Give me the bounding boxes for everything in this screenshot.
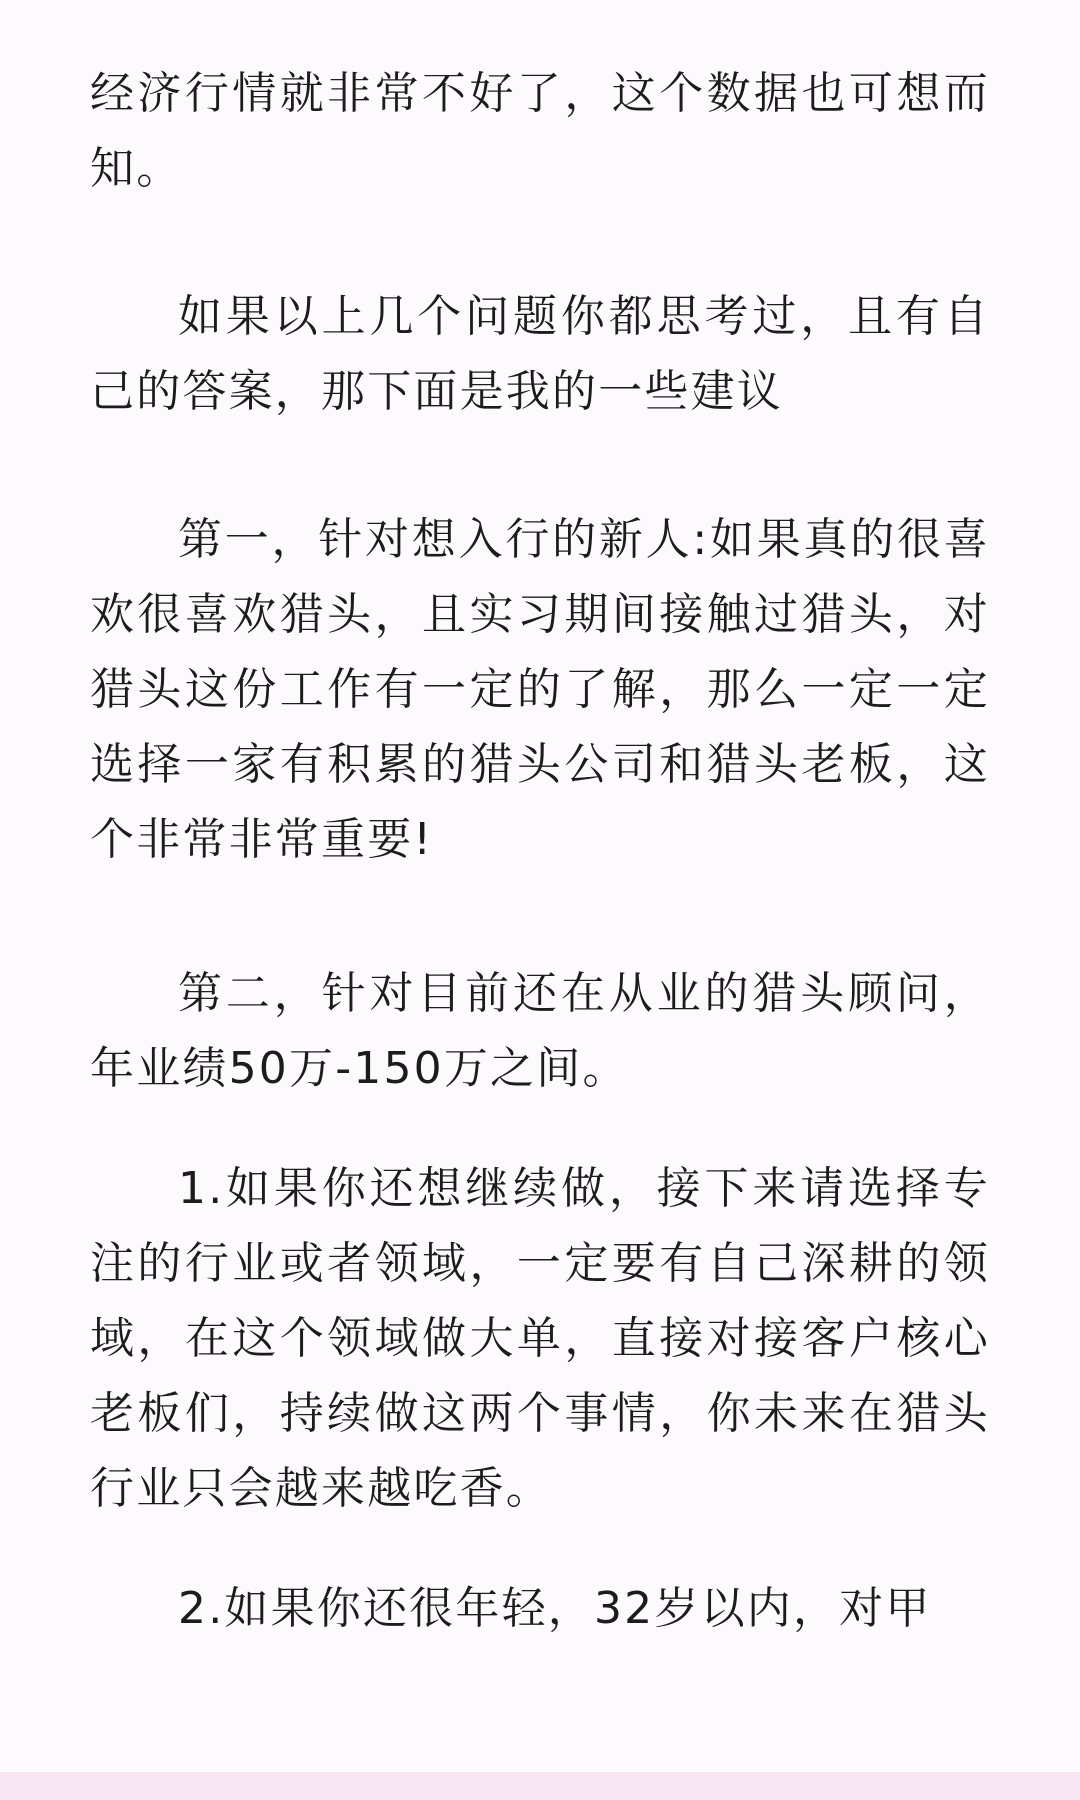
paragraph-sub-point-2: 2.如果你还很年轻，32岁以内，对甲 <box>178 1583 932 1634</box>
paragraph-sub-point-1: 1.如果你还想继续做，接下来请选择专注的行业或者领域，一定要有自己深耕的领域，在这个领域做大单，直接对接客户核心老板们，持续做这两个事情，你未来在猎头行业只会越来越吃香。 <box>90 1163 990 1514</box>
bottom-band <box>0 1772 1080 1800</box>
article-body <box>90 56 990 1646</box>
paragraph-point-one: 第一，针对想入行的新人:如果真的很喜欢很喜欢猎头，且实习期间接触过猎头，对猎头这份工作有一定的了解，那么一定一定选择一家有积累的猎头公司和猎头老板，这个非常非常重要! <box>90 514 990 865</box>
paragraph-continued: 经济行情就非常不好了，这个数据也可想而知。 <box>90 68 990 194</box>
paragraph-intro: 如果以上几个问题你都思考过，且有自己的答案，那下面是我的一些建议 <box>90 291 990 417</box>
paragraph-point-two: 第二，针对目前还在从业的猎头顾问，年业绩50万-150万之间。 <box>90 968 990 1094</box>
